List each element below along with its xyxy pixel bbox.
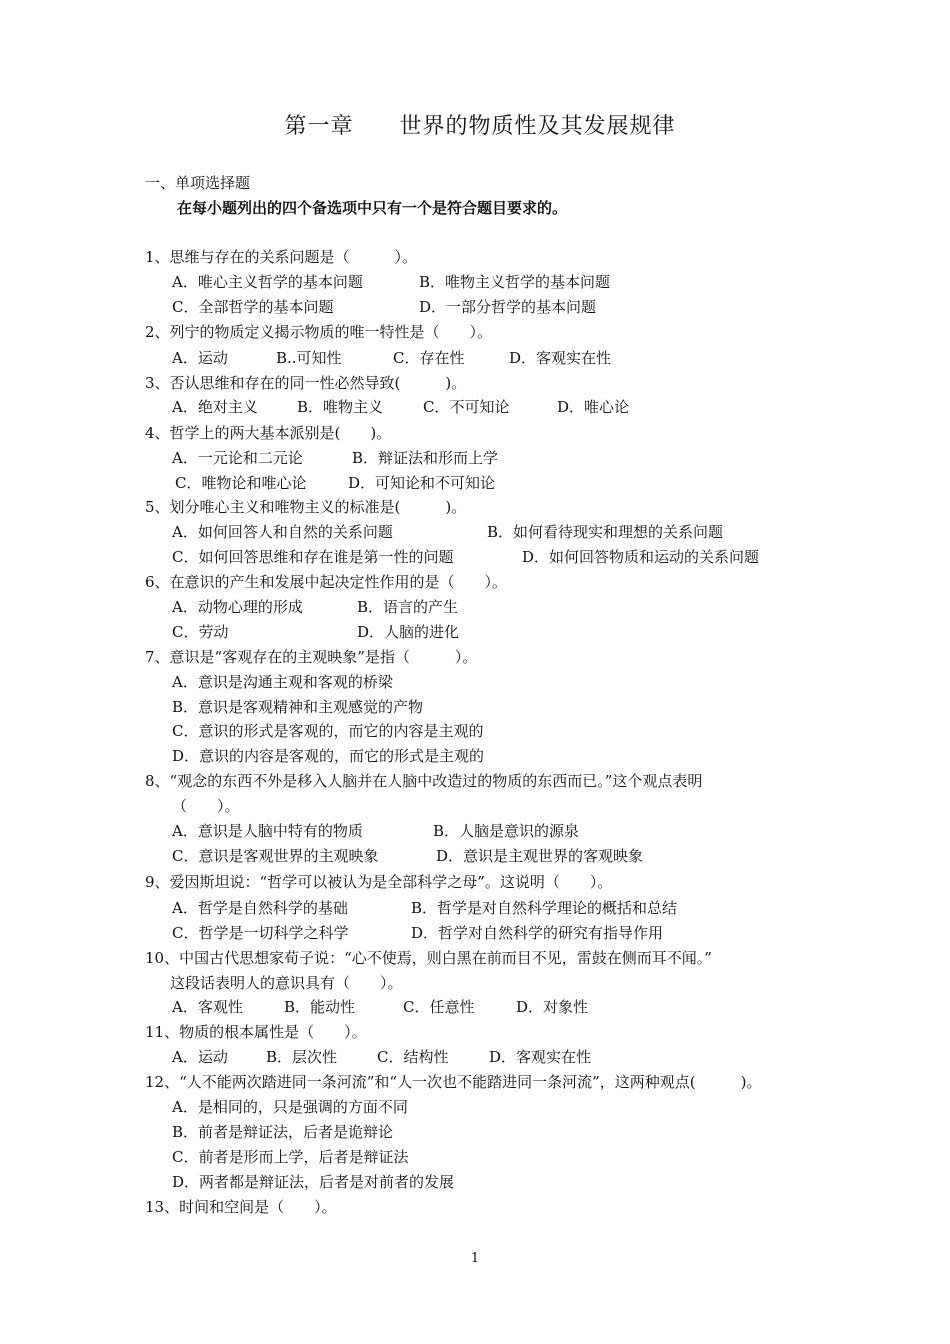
question-1: 1、思维与存在的关系问题是（ ）。 xyxy=(145,248,418,266)
option-11b: B．层次性 xyxy=(266,1048,338,1066)
option-12c: C．前者是形而上学，后者是辩证法 xyxy=(172,1148,409,1166)
option-11a: A．运动 xyxy=(172,1048,228,1066)
option-3a: A．绝对主义 xyxy=(172,398,258,416)
question-5: 5、划分唯心主义和唯物主义的标准是( )。 xyxy=(145,498,467,516)
option-8d: D．意识是主观世界的客观映象 xyxy=(436,847,644,865)
question-3: 3、否认思维和存在的同一性必然导致( )。 xyxy=(145,374,467,392)
option-12b: B．前者是辩证法，后者是诡辩论 xyxy=(172,1123,394,1141)
option-10a: A．客观性 xyxy=(172,998,243,1016)
question-9: 9、爱因斯坦说：“哲学可以被认为是全部科学之母”。这说明（ ）。 xyxy=(145,873,613,891)
option-7d: D．意识的内容是客观的，而它的形式是主观的 xyxy=(172,747,485,765)
question-8-continuation: （ ）。 xyxy=(172,797,240,815)
option-5a: A．如何回答人和自然的关系问题 xyxy=(172,523,393,541)
option-7a: A．意识是沟通主观和客观的桥梁 xyxy=(172,673,393,691)
option-3d: D．唯心论 xyxy=(557,398,630,416)
option-9a: A．哲学是自然科学的基础 xyxy=(172,899,348,917)
question-4: 4、哲学上的两大基本派别是( )。 xyxy=(145,424,392,442)
option-6d: D．人脑的进化 xyxy=(357,623,460,641)
option-10b: B．能动性 xyxy=(284,998,356,1016)
chapter-title: 第一章 世界的物质性及其发展规律 xyxy=(284,114,676,139)
option-2a: A．运动 xyxy=(172,349,228,367)
option-1c: C．全部哲学的基本问题 xyxy=(172,298,334,316)
question-12: 12、“人不能两次踏进同一条河流”和“人一次也不能踏进同一条河流”，这两种观点( )。 xyxy=(145,1073,762,1091)
option-6a: A．动物心理的形成 xyxy=(172,598,303,616)
page-number: 1 xyxy=(470,1251,480,1266)
option-4c: C．唯物论和唯心论 xyxy=(175,474,307,492)
option-5c: C．如何回答思维和存在谁是第一性的问题 xyxy=(172,548,454,566)
option-1a: A．唯心主义哲学的基本问题 xyxy=(172,273,363,291)
question-10: 10、中国古代思想家荀子说：“心不使焉，则白黑在前而目不见，雷鼓在侧而耳不闻。” xyxy=(145,949,712,967)
option-1d: D．一部分哲学的基本问题 xyxy=(419,298,597,316)
option-2d: D．客观实在性 xyxy=(509,349,612,367)
option-8a: A．意识是人脑中特有的物质 xyxy=(172,822,363,840)
option-9d: D．哲学对自然科学的研究有指导作用 xyxy=(411,924,664,942)
option-3b: B．唯物主义 xyxy=(297,398,384,416)
option-11c: C．结构性 xyxy=(377,1048,449,1066)
option-9c: C．哲学是一切科学之科学 xyxy=(172,924,349,942)
question-7: 7、意识是“客观存在的主观映象”是指（ ）。 xyxy=(145,648,478,666)
question-10-continuation: 这段话表明人的意识具有（ ）。 xyxy=(170,974,403,992)
question-2: 2、列宁的物质定义揭示物质的唯一特性是（ ）。 xyxy=(145,323,493,341)
option-6c: C．劳动 xyxy=(172,623,229,641)
option-12a: A．是相同的，只是强调的方面不同 xyxy=(172,1098,408,1116)
instruction-text: 在每小题列出的四个备选项中只有一个是符合题目要求的。 xyxy=(177,199,568,217)
option-3c: C．不可知论 xyxy=(423,398,510,416)
option-7b: B．意识是客观精神和主观感觉的产物 xyxy=(172,698,424,716)
option-10d: D．对象性 xyxy=(516,998,589,1016)
question-8: 8、“观念的东西不外是移入人脑并在人脑中改造过的物质的东西而已。”这个观点表明 xyxy=(145,772,703,790)
option-2c: C．存在性 xyxy=(393,349,465,367)
option-8b: B．人脑是意识的源泉 xyxy=(433,822,580,840)
option-12d: D．两者都是辩证法，后者是对前者的发展 xyxy=(172,1173,455,1191)
option-10c: C．任意性 xyxy=(403,998,475,1016)
option-2b: B..可知性 xyxy=(276,349,342,367)
option-9b: B．哲学是对自然科学理论的概括和总结 xyxy=(411,899,678,917)
option-7c: C．意识的形式是客观的，而它的内容是主观的 xyxy=(172,722,484,740)
option-8c: C．意识是客观世界的主观映象 xyxy=(172,847,379,865)
option-5b: B．如何看待现实和理想的关系问题 xyxy=(487,523,724,541)
option-4b: B．辩证法和形而上学 xyxy=(352,449,499,467)
question-13: 13、时间和空间是（ ）。 xyxy=(145,1198,337,1216)
option-11d: D．客观实在性 xyxy=(489,1048,592,1066)
question-6: 6、在意识的产生和发展中起决定性作用的是（ ）。 xyxy=(145,573,508,591)
option-1b: B．唯物主义哲学的基本问题 xyxy=(419,273,611,291)
option-4d: D．可知论和不可知论 xyxy=(348,474,496,492)
option-6b: B．语言的产生 xyxy=(357,598,459,616)
option-5d: D．如何回答物质和运动的关系问题 xyxy=(522,548,760,566)
option-4a: A．一元论和二元论 xyxy=(172,449,303,467)
question-11: 11、物质的根本属性是（ ）。 xyxy=(145,1023,367,1041)
section-heading: 一、单项选择题 xyxy=(145,174,251,192)
